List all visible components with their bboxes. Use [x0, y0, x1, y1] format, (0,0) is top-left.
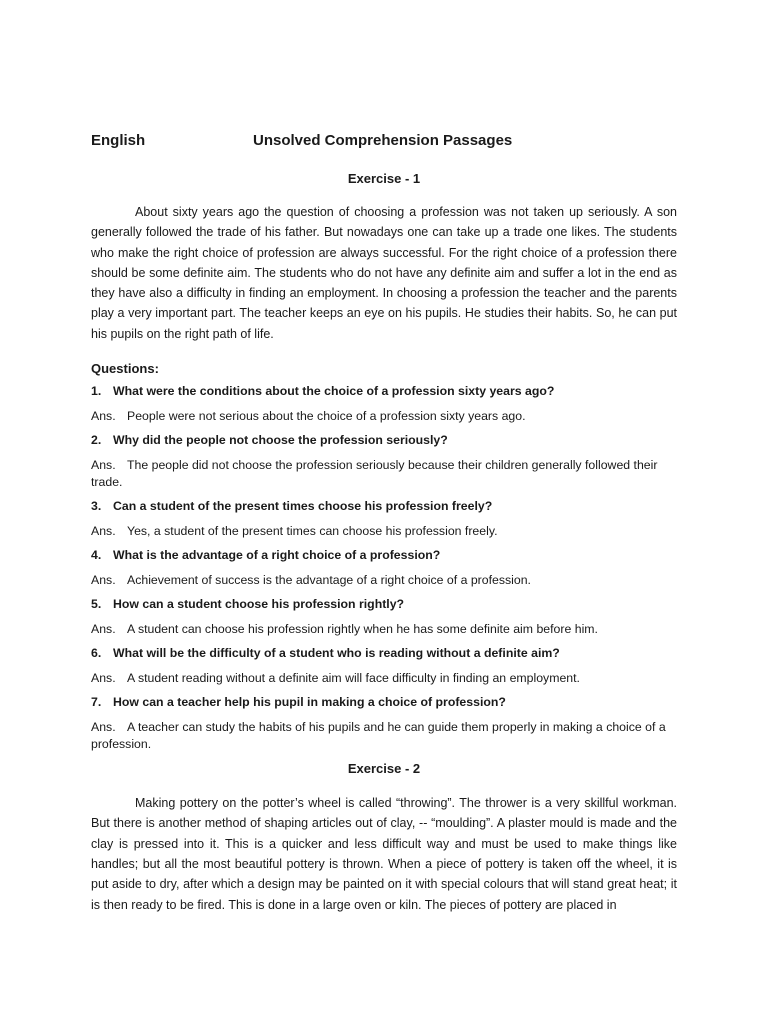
answer-label: Ans. [91, 622, 116, 637]
question-text: What were the conditions about the choice of a profession sixty years ago? [113, 384, 555, 399]
page-header [91, 132, 677, 154]
question-text: What is the advantage of a right choice of a profession? [113, 548, 441, 563]
exercise-2-passage: Making pottery on the potter’s wheel is called “throwing”. The thrower is a very skillful workman. But there is another method of shaping articles out of clay, -- “moulding”. A plaster mould is made and the clay is pressed into it. This is a quicker and less difficult way and must be used to make things like handles; but all the most beautiful pottery is thrown. When a piece of pottery is taken off the wheel, it is put aside to dry, after which a design may be painted on it with special colours that will stand great heat; it is then ready to be fired. This is done in a large oven or kiln. The pieces of pottery are placed in [91, 796, 677, 912]
answer-text: A teacher can study the habits of his pupils and he can guide them properly in making a choice of a profession. [91, 720, 666, 752]
answer-label: Ans. [91, 720, 116, 735]
question-item [91, 498, 677, 515]
answer-text: A student can choose his profession rightly when he has some definite aim before him. [127, 622, 598, 637]
question-text: Can a student of the present times choose his profession freely? [113, 499, 493, 514]
answer-text: A student reading without a definite aim will face difficulty in finding an employment. [127, 671, 580, 686]
answer-item [91, 408, 677, 425]
question-number: 1. [91, 384, 102, 399]
answer-text: Yes, a student of the present times can choose his profession freely. [127, 524, 498, 539]
exercise-1-title: Exercise - 1 [347, 171, 421, 186]
page-title: Unsolved Comprehension Passages [253, 132, 513, 149]
question-item [91, 547, 677, 564]
exercise-1-passage: About sixty years ago the question of choosing a profession was not taken up seriously. A son generally followed the trade of his father. But nowadays one can take up a trade one likes. The students who make the right choice of profession are always successful. For the right choice of a profession there should be some definite aim. The students who do not have any definite aim and suffer a lot in the end as they have also a difficulty in finding an employment. In choosing a profession the teacher and the parents play a very important part. The teacher keeps an eye on his pupils. He studies their habits. So, he can put his pupils on the right path of life. [91, 205, 677, 341]
question-number: 2. [91, 433, 102, 448]
question-number: 4. [91, 548, 102, 563]
answer-label: Ans. [91, 573, 116, 588]
subject-label: English [91, 132, 146, 149]
answer-item [91, 523, 677, 540]
answer-item [91, 719, 677, 753]
question-text: Why did the people not choose the profession seriously? [113, 433, 448, 448]
question-number: 7. [91, 695, 102, 710]
question-item [91, 645, 677, 662]
question-number: 6. [91, 646, 102, 661]
answer-text: Achievement of success is the advantage of a right choice of a profession. [127, 573, 531, 588]
question-item [91, 596, 677, 613]
question-number: 5. [91, 597, 102, 612]
question-item [91, 383, 677, 400]
question-item [91, 694, 677, 711]
answer-label: Ans. [91, 671, 116, 686]
answer-item [91, 572, 677, 589]
answer-label: Ans. [91, 524, 116, 539]
answer-text: The people did not choose the profession seriously because their children generally followed their trade. [91, 458, 658, 490]
questions-heading: Questions: [91, 361, 159, 377]
question-answer-list [91, 383, 677, 753]
question-number: 3. [91, 499, 102, 514]
question-text: How can a student choose his profession rightly? [113, 597, 405, 612]
question-text: How can a teacher help his pupil in making a choice of profession? [113, 695, 506, 710]
answer-item [91, 621, 677, 638]
answer-label: Ans. [91, 409, 116, 424]
exercise-2-title: Exercise - 2 [347, 761, 421, 777]
answer-label: Ans. [91, 458, 116, 473]
question-item [91, 432, 677, 449]
answer-item [91, 457, 677, 491]
page-content [91, 132, 677, 915]
answer-item [91, 670, 677, 687]
question-text: What will be the difficulty of a student who is reading without a definite aim? [113, 646, 560, 661]
answer-text: People were not serious about the choice of a profession sixty years ago. [127, 409, 526, 424]
